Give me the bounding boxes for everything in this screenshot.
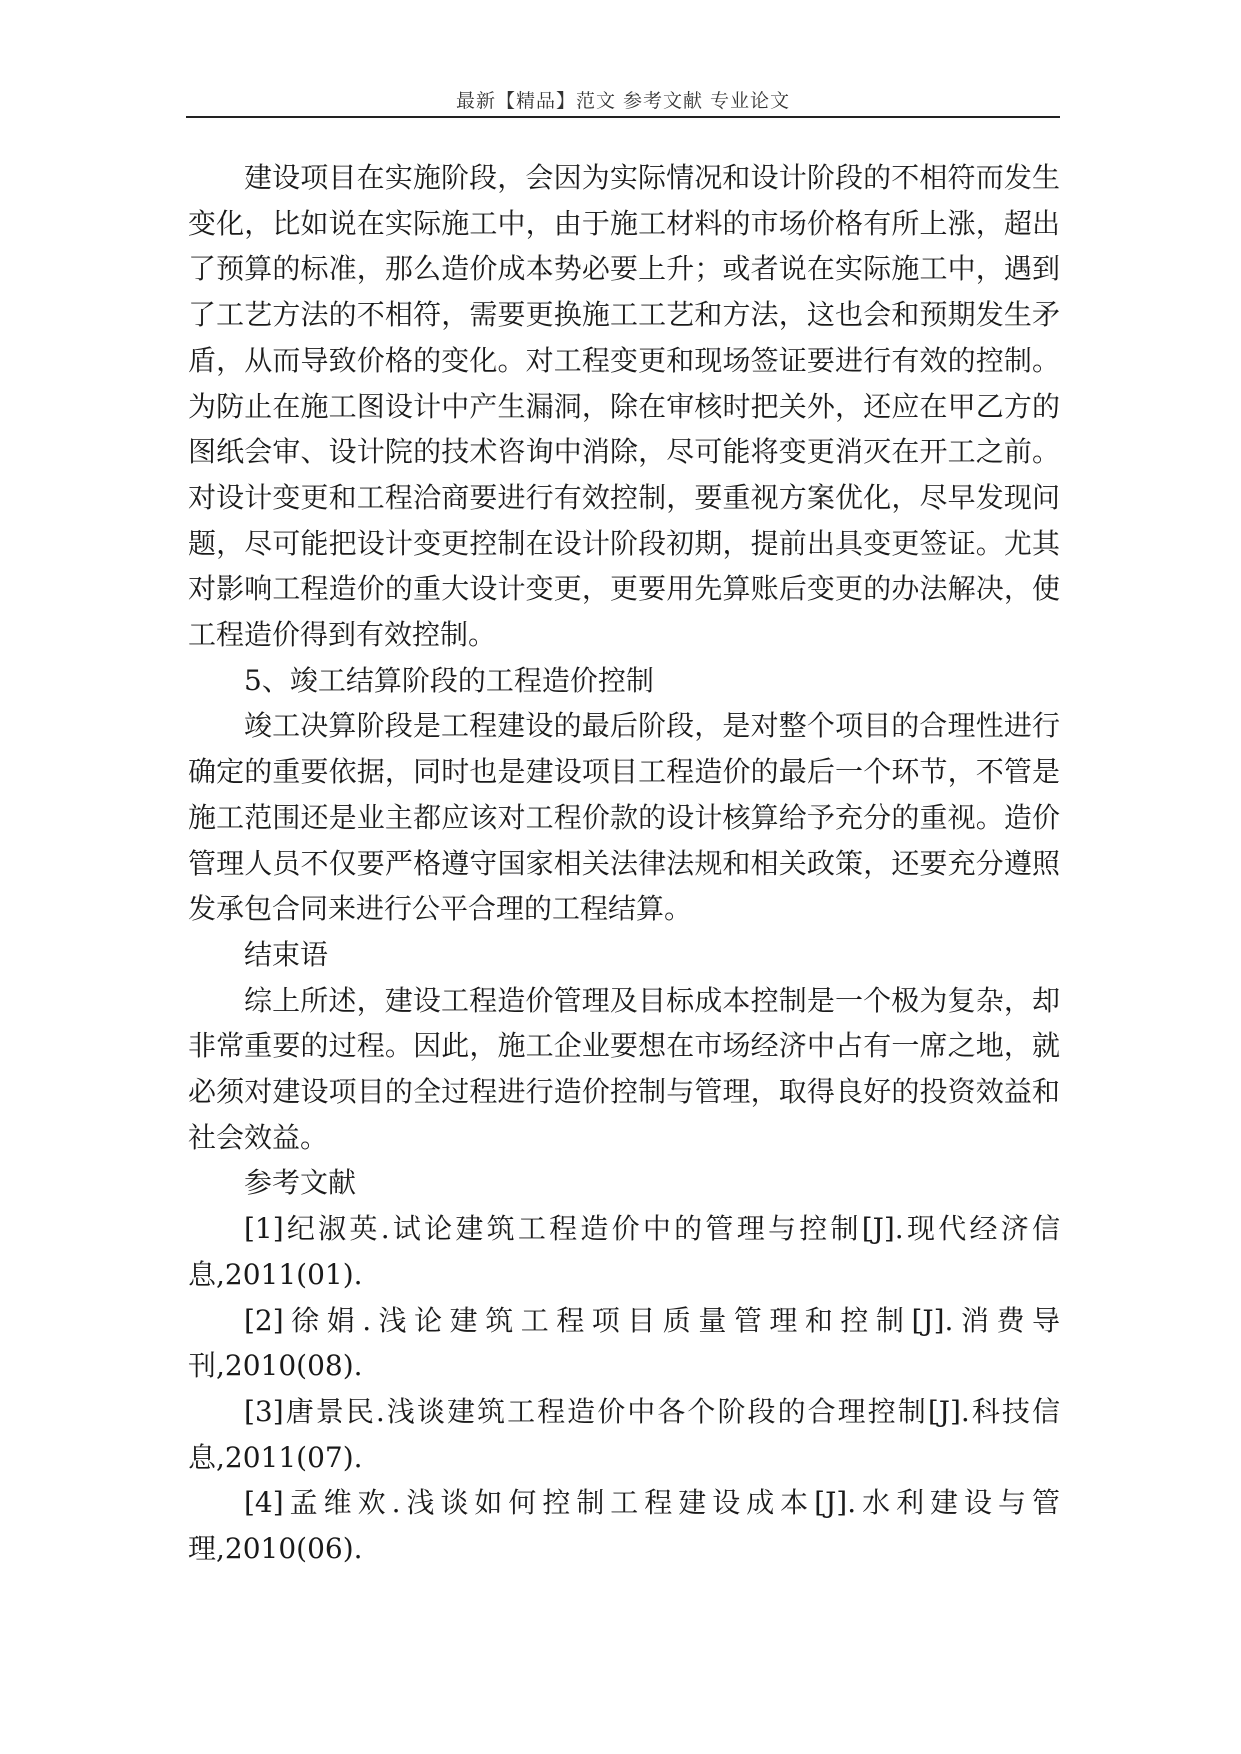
reference-item: [2]徐娟.浅论建筑工程项目质量管理和控制[J].消费导刊,2010(08). xyxy=(188,1303,1060,1383)
section-heading-conclusion: 结束语 xyxy=(244,937,329,971)
reference-item: [4]孟维欢.浅谈如何控制工程建设成本[J].水利建设与管理,2010(06). xyxy=(188,1486,1060,1566)
section-heading-completion-settlement: 5、竣工结算阶段的工程造价控制 xyxy=(244,663,654,697)
paragraph-completion-settlement: 竣工决算阶段是工程建设的最后阶段，是对整个项目的合理性进行确定的重要依据，同时也是建设项目工程造价的最后一个环节，不管是施工范围还是业主都应该对工程价款的设计核算给予充分的重视。造价管理人员不仅要严格遵守国家相关法律法规和相关政策，还要充分遵照发承包合同来进行公平合理的工程结算。 xyxy=(188,709,1060,926)
page-header: 最新【精品】范文 参考文献 专业论文 xyxy=(455,90,791,112)
paragraph-conclusion: 综上所述，建设工程造价管理及目标成本控制是一个极为复杂，却非常重要的过程。因此，施工企业要想在市场经济中占有一席之地，就必须对建设项目的全过程进行造价控制与管理，取得良好的投资效益和社会效益。 xyxy=(188,983,1060,1154)
section-heading-references: 参考文献 xyxy=(244,1166,357,1200)
header-divider xyxy=(186,116,1060,118)
reference-item: [1]纪淑英.试论建筑工程造价中的管理与控制[J].现代经济信息,2011(01). xyxy=(188,1212,1060,1291)
paragraph-implementation-stage: 建设项目在实施阶段，会因为实际情况和设计阶段的不相符而发生变化，比如说在实际施工中，由于施工材料的市场价格有所上涨，超出了预算的标准，那么造价成本势必要上升；或者说在实际施工中，遇到了工艺方法的不相符，需要更换施工工艺和方法，这也会和预期发生矛盾，从而导致价格的变化。对工程变更和现场签证要进行有效的控制。为防止在施工图设计中产生漏洞，除在审核时把关外，还应在甲乙方的图纸会审、设计院的技术咨询中消除，尽可能将变更消灭在开工之前。对设计变更和工程洽商要进行有效控制，要重视方案优化，尽早发现问题，尽可能把设计变更控制在设计阶段初期，提前出具变更签证。尤其对影响工程造价的重大设计变更，更要用先算账后变更的办法解决，使工程造价得到有效控制。 xyxy=(188,161,1060,652)
document-body xyxy=(188,155,1060,1572)
reference-item: [3]唐景民.浅谈建筑工程造价中各个阶段的合理控制[J].科技信息,2011(07). xyxy=(188,1394,1060,1474)
